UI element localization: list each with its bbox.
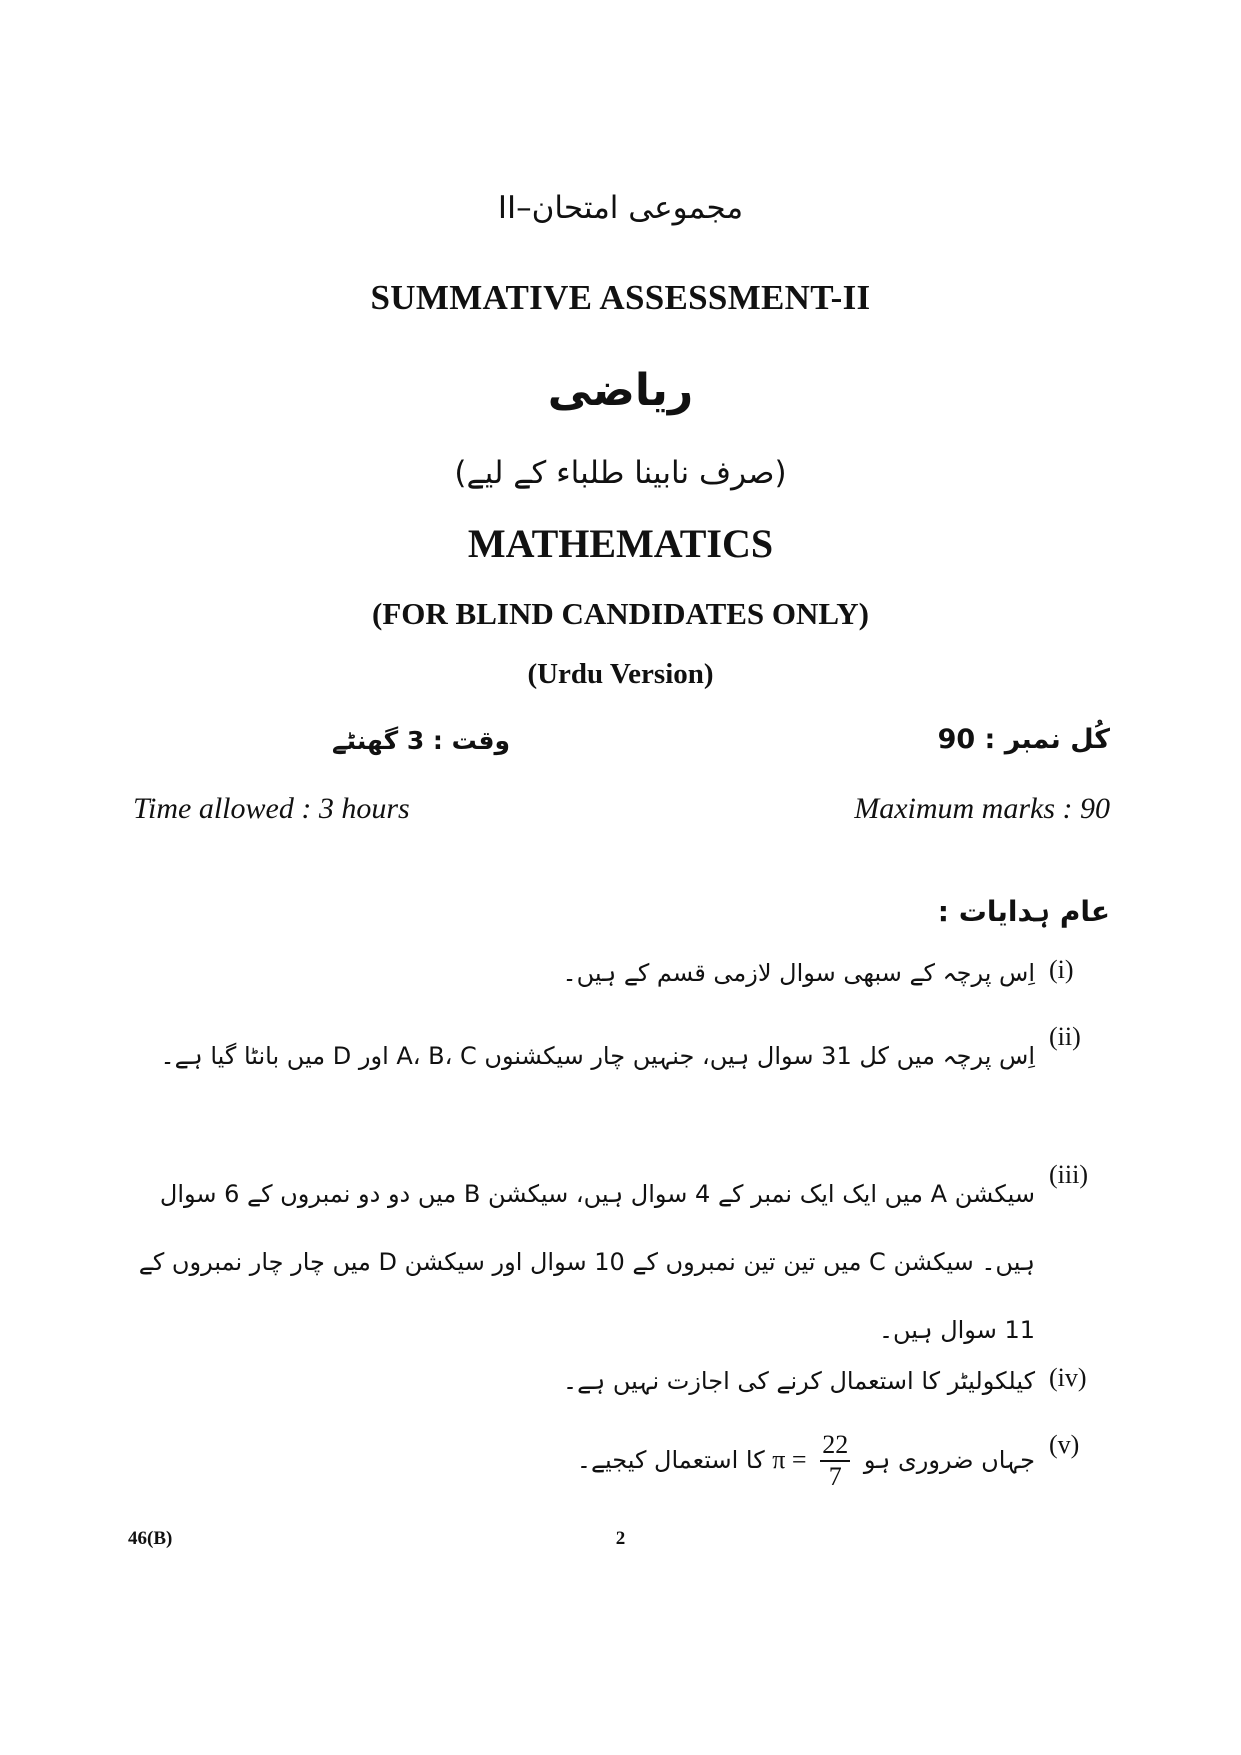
instruction-item bbox=[131, 1022, 1111, 1090]
instruction-text: کیلکولیٹر کا استعمال کرنے کی اجازت نہیں ہے۔ bbox=[563, 1367, 1035, 1395]
time-allowed: Time allowed : 3 hours bbox=[133, 792, 410, 825]
urdu-exam-title: مجموعی امتحان–II bbox=[497, 190, 744, 226]
instruction-text: سیکشن A میں ایک ایک نمبر کے 4 سوال ہیں، سیکشن B میں دو دو نمبروں کے 6 سوال ہیں۔ سیکشن C میں تین تین نمبروں کے 10 سوال اور سیکشن D میں چار چار نمبروں کے 11 سوال ہیں۔ bbox=[138, 1180, 1035, 1344]
english-subject-title: MATHEMATICS bbox=[467, 521, 774, 566]
urdu-maximum-marks: کُل نمبر : 90 bbox=[937, 724, 1110, 755]
instruction-text: اِس پرچہ کے سبھی سوال لازمی قسم کے ہیں۔ bbox=[562, 959, 1035, 987]
instruction-number: (i) bbox=[1049, 955, 1074, 984]
instruction-number: (v) bbox=[1049, 1430, 1080, 1459]
instruction-text bbox=[577, 1430, 1035, 1492]
instruction-number: (ii) bbox=[1049, 1022, 1081, 1051]
instruction-item bbox=[131, 1363, 1111, 1399]
instruction-text: اِس پرچہ میں کل 31 سوال ہیں، جنہیں چار سیکشنوں A، B، C اور D میں بانٹا گیا ہے۔ bbox=[160, 1042, 1035, 1070]
instruction-text-after: کا استعمال کیجیے۔ bbox=[576, 1446, 765, 1474]
page-number: 2 bbox=[615, 1528, 626, 1549]
instruction-number: (iii) bbox=[1049, 1160, 1088, 1189]
pi-symbol: π = bbox=[772, 1445, 807, 1474]
instruction-number: (iv) bbox=[1049, 1363, 1087, 1392]
urdu-subject-note: (صرف نابینا طلباء کے لیے) bbox=[454, 455, 787, 491]
paper-code: 46(B) bbox=[128, 1528, 173, 1549]
instruction-item bbox=[131, 1160, 1111, 1364]
instruction-text-before: جہاں ضروری ہو bbox=[863, 1446, 1035, 1474]
fraction-22-over-7 bbox=[820, 1430, 850, 1492]
english-candidates-note: (FOR BLIND CANDIDATES ONLY) bbox=[372, 596, 869, 631]
fraction-denominator: 7 bbox=[828, 1462, 842, 1491]
instructions-heading: عام ہدایات : bbox=[937, 895, 1110, 928]
instruction-item bbox=[131, 1430, 1111, 1492]
urdu-subject-title: ریاضی bbox=[547, 365, 694, 416]
fraction-numerator: 22 bbox=[820, 1430, 850, 1462]
english-exam-title: SUMMATIVE ASSESSMENT-II bbox=[370, 278, 871, 317]
urdu-time-allowed: وقت : 3 گھنٹے bbox=[332, 726, 510, 755]
maximum-marks: Maximum marks : 90 bbox=[854, 792, 1110, 825]
english-version-note: (Urdu Version) bbox=[527, 658, 714, 690]
instruction-item bbox=[131, 955, 1111, 991]
